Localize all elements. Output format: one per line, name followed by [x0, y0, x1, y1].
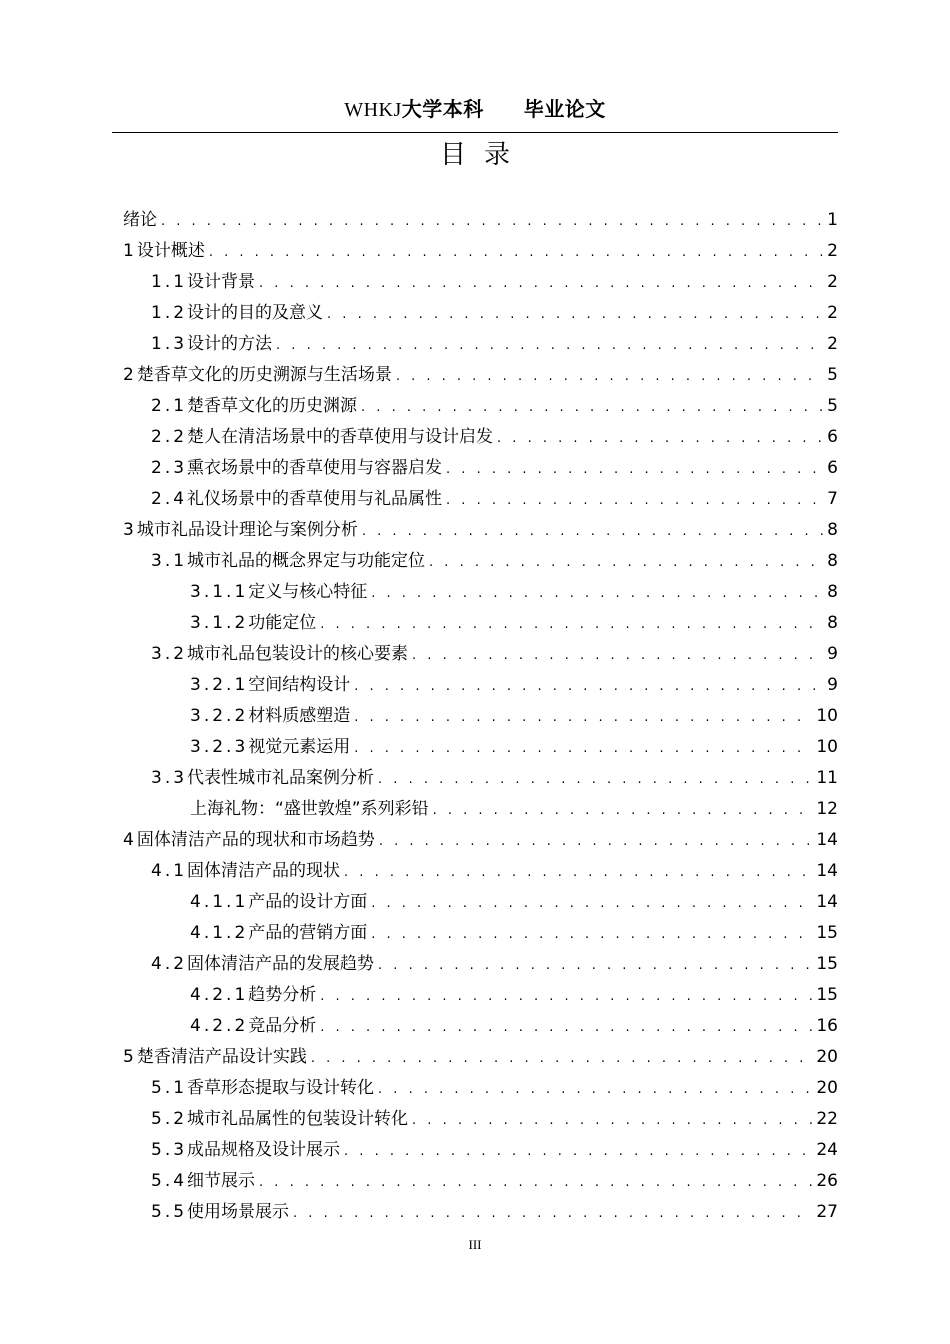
toc-leader-dots	[433, 795, 813, 826]
toc-entry-number: 5	[123, 1047, 137, 1067]
toc-entry-page: 8	[827, 613, 838, 633]
toc-entry[interactable]	[123, 484, 838, 515]
toc-entry[interactable]	[123, 391, 838, 422]
toc-entry-number: 4.2.1	[190, 985, 249, 1005]
toc-leader-dots	[293, 1198, 812, 1229]
toc-entry[interactable]	[123, 980, 838, 1011]
toc-entry-title: 定义与核心特征	[248, 582, 368, 602]
toc-entry[interactable]	[123, 763, 838, 794]
toc-entry-title: 楚香清洁产品设计实践	[136, 1047, 307, 1067]
toc-entry[interactable]	[123, 608, 838, 639]
toc-entry-page: 14	[816, 830, 838, 850]
toc-entry-number: 3.1.1	[190, 582, 249, 602]
toc-leader-dots	[276, 330, 823, 361]
doc-type: 毕业论文	[523, 97, 606, 121]
toc-title: 目录	[439, 140, 528, 170]
toc-entry-number: 3.2	[151, 644, 188, 664]
toc-entry-title: 楚香草文化的历史溯源与生活场景	[136, 365, 392, 385]
toc-entry-page: 10	[816, 706, 838, 726]
toc-entry-number: 3.3	[151, 768, 188, 788]
toc-entry-title: 绪论	[123, 210, 157, 230]
toc-entry-number: 4.1.2	[190, 923, 249, 943]
toc-entry-title: 礼仪场景中的香草使用与礼品属性	[187, 489, 443, 509]
toc-entry-number: 2.4	[151, 489, 188, 509]
toc-entry-page: 2	[827, 334, 838, 354]
toc-entry[interactable]	[123, 205, 838, 236]
toc-leader-dots	[344, 857, 812, 888]
toc-entry-title: 固体清洁产品的现状和市场趋势	[136, 830, 375, 850]
toc-entry-title: 城市礼品的概念界定与功能定位	[187, 551, 426, 571]
toc-entry[interactable]	[123, 298, 838, 329]
toc-leader-dots	[361, 392, 823, 423]
toc-entry[interactable]	[123, 1166, 838, 1197]
toc-entry-number: 1	[123, 241, 137, 261]
toc-entry-page: 6	[827, 458, 838, 478]
page-header	[112, 93, 838, 122]
header-divider	[112, 132, 838, 133]
toc-entry-title: 固体清洁产品的发展趋势	[187, 954, 375, 974]
toc-entry-page: 6	[827, 427, 838, 447]
toc-entry-page: 26	[816, 1171, 838, 1191]
toc-leader-dots	[320, 609, 823, 640]
toc-entry[interactable]	[123, 1135, 838, 1166]
toc-entry-title: 材料质感塑造	[248, 706, 351, 726]
toc-leader-dots	[371, 578, 823, 609]
toc-entry-title: 城市礼品属性的包装设计转化	[187, 1109, 409, 1129]
toc-entry-page: 24	[816, 1140, 838, 1160]
toc-entry-title: 细节展示	[187, 1171, 256, 1191]
toc-leader-dots	[259, 268, 823, 299]
toc-leader-dots	[429, 547, 823, 578]
toc-leader-dots	[378, 1074, 812, 1105]
toc-entry-number: 2.3	[151, 458, 188, 478]
toc-entry-title: 楚香草文化的历史渊源	[187, 396, 358, 416]
toc-entry-page: 2	[827, 303, 838, 323]
toc-entry-page: 10	[816, 737, 838, 757]
toc-leader-dots	[412, 640, 823, 671]
toc-entry-title: 视觉元素运用	[248, 737, 351, 757]
toc-entry-number: 4.2	[151, 954, 188, 974]
toc-entry[interactable]	[123, 1073, 838, 1104]
school-suffix: 大学本科	[401, 97, 484, 121]
toc-leader-dots	[371, 919, 812, 950]
toc-entry-page: 15	[816, 985, 838, 1005]
toc-leader-dots	[354, 733, 812, 764]
toc-entry-title: 楚人在清洁场景中的香草使用与设计启发	[187, 427, 494, 447]
toc-entry-number: 2.2	[151, 427, 188, 447]
toc-entry-page: 8	[827, 582, 838, 602]
toc-entry-number: 4.1.1	[190, 892, 249, 912]
toc-entry-page: 20	[816, 1047, 838, 1067]
toc-leader-dots	[320, 981, 812, 1012]
toc-entry-title: 上海礼物：“盛世敦煌”系列彩铅	[190, 799, 429, 819]
toc-leader-dots	[362, 516, 823, 547]
toc-leader-dots	[209, 237, 823, 268]
toc-entry[interactable]	[123, 856, 838, 887]
toc-entry-number: 3.2.3	[190, 737, 249, 757]
toc-entry-number: 3.2.1	[190, 675, 249, 695]
toc-entry-number: 1.1	[151, 272, 188, 292]
toc-entry-page: 11	[816, 768, 838, 788]
toc-entry[interactable]	[123, 1197, 838, 1228]
toc-leader-dots	[354, 671, 823, 702]
toc-entry-number: 4	[123, 830, 137, 850]
toc-leader-dots	[378, 950, 812, 981]
toc-entry-title: 功能定位	[248, 613, 317, 633]
toc-entry[interactable]	[123, 236, 838, 267]
toc-entry-page: 9	[827, 644, 838, 664]
toc-leader-dots	[446, 454, 823, 485]
toc-entry-page: 8	[827, 551, 838, 571]
toc-entry-number: 5.2	[151, 1109, 188, 1129]
toc-entry-number: 1.3	[151, 334, 188, 354]
toc-entry-title: 设计背景	[187, 272, 256, 292]
toc-entry-number: 5.3	[151, 1140, 188, 1160]
toc-entry[interactable]	[123, 887, 838, 918]
toc-entry-page: 22	[816, 1109, 838, 1129]
toc-entry-number: 3	[123, 520, 137, 540]
school-abbrev: WHKJ	[344, 99, 402, 121]
toc-leader-dots	[161, 206, 823, 237]
toc-entry-title: 趋势分析	[248, 985, 317, 1005]
toc-entry-page: 14	[816, 892, 838, 912]
toc-entry[interactable]	[123, 1011, 838, 1042]
toc-leader-dots	[320, 1012, 812, 1043]
toc-entry-title: 熏衣场景中的香草使用与容器启发	[187, 458, 443, 478]
toc-entry-title: 设计概述	[136, 241, 205, 261]
toc-entry-title: 空间结构设计	[248, 675, 351, 695]
toc-entry-page: 7	[827, 489, 838, 509]
page-number: III	[468, 1237, 482, 1252]
toc-entry-page: 2	[827, 272, 838, 292]
toc-entry-page: 1	[827, 210, 838, 230]
toc-leader-dots	[327, 299, 823, 330]
toc-entry-number: 5.5	[151, 1202, 188, 1222]
toc-entry-number: 2.1	[151, 396, 188, 416]
toc-entry-title: 城市礼品设计理论与案例分析	[136, 520, 358, 540]
toc-leader-dots	[412, 1105, 812, 1136]
toc-entry-page: 8	[827, 520, 838, 540]
toc-entry-title: 产品的设计方面	[248, 892, 368, 912]
toc-entry[interactable]	[123, 360, 838, 391]
toc-leader-dots	[379, 826, 813, 857]
toc-entry-number: 3.1.2	[190, 613, 249, 633]
toc-entry-title: 代表性城市礼品案例分析	[187, 768, 375, 788]
toc-leader-dots	[259, 1167, 812, 1198]
toc-entry[interactable]	[123, 670, 838, 701]
toc-leader-dots	[396, 361, 823, 392]
toc-entry-number: 4.1	[151, 861, 188, 881]
toc-entry[interactable]	[123, 422, 838, 453]
toc-entry[interactable]	[123, 577, 838, 608]
toc-entry-title: 设计的方法	[187, 334, 273, 354]
toc-entry-title: 竞品分析	[248, 1016, 317, 1036]
toc-entry-number: 5.1	[151, 1078, 188, 1098]
toc-entry[interactable]	[123, 267, 838, 298]
toc-entry-title: 城市礼品包装设计的核心要素	[187, 644, 409, 664]
toc-entry-title: 使用场景展示	[187, 1202, 290, 1222]
toc-entry-page: 15	[816, 954, 838, 974]
toc-entry-number: 3.2.2	[190, 706, 249, 726]
toc-entry-number: 5.4	[151, 1171, 188, 1191]
toc-entry-title: 香草形态提取与设计转化	[187, 1078, 375, 1098]
toc-leader-dots	[497, 423, 823, 454]
table-of-contents	[123, 205, 838, 1228]
toc-entry-page: 27	[816, 1202, 838, 1222]
toc-entry-title: 产品的营销方面	[248, 923, 368, 943]
toc-entry[interactable]	[123, 1104, 838, 1135]
toc-entry[interactable]	[123, 329, 838, 360]
toc-entry-title: 固体清洁产品的现状	[187, 861, 341, 881]
toc-entry-number: 4.2.2	[190, 1016, 249, 1036]
toc-entry-page: 5	[827, 396, 838, 416]
toc-entry-page: 2	[827, 241, 838, 261]
toc-entry-number: 2	[123, 365, 137, 385]
toc-entry[interactable]	[123, 794, 838, 825]
toc-entry[interactable]	[123, 546, 838, 577]
toc-leader-dots	[371, 888, 812, 919]
toc-entry-title: 设计的目的及意义	[187, 303, 324, 323]
toc-entry-page: 15	[816, 923, 838, 943]
toc-entry[interactable]	[123, 701, 838, 732]
toc-leader-dots	[311, 1043, 813, 1074]
toc-entry-page: 16	[816, 1016, 838, 1036]
toc-entry-page: 12	[816, 799, 838, 819]
toc-entry[interactable]	[123, 732, 838, 763]
toc-entry-page: 14	[816, 861, 838, 881]
toc-leader-dots	[446, 485, 823, 516]
toc-entry-page: 5	[827, 365, 838, 385]
toc-entry[interactable]	[123, 825, 838, 856]
toc-entry-number: 3.1	[151, 551, 188, 571]
toc-entry[interactable]	[123, 515, 838, 546]
toc-entry-page: 20	[816, 1078, 838, 1098]
toc-leader-dots	[354, 702, 812, 733]
toc-entry-number: 1.2	[151, 303, 188, 323]
toc-leader-dots	[378, 764, 812, 795]
toc-entry-title: 成品规格及设计展示	[187, 1140, 341, 1160]
toc-entry[interactable]	[123, 453, 838, 484]
toc-leader-dots	[344, 1136, 812, 1167]
toc-entry[interactable]	[123, 1042, 838, 1073]
toc-entry[interactable]	[123, 949, 838, 980]
toc-entry-page: 9	[827, 675, 838, 695]
toc-entry[interactable]	[123, 639, 838, 670]
toc-entry[interactable]	[123, 918, 838, 949]
